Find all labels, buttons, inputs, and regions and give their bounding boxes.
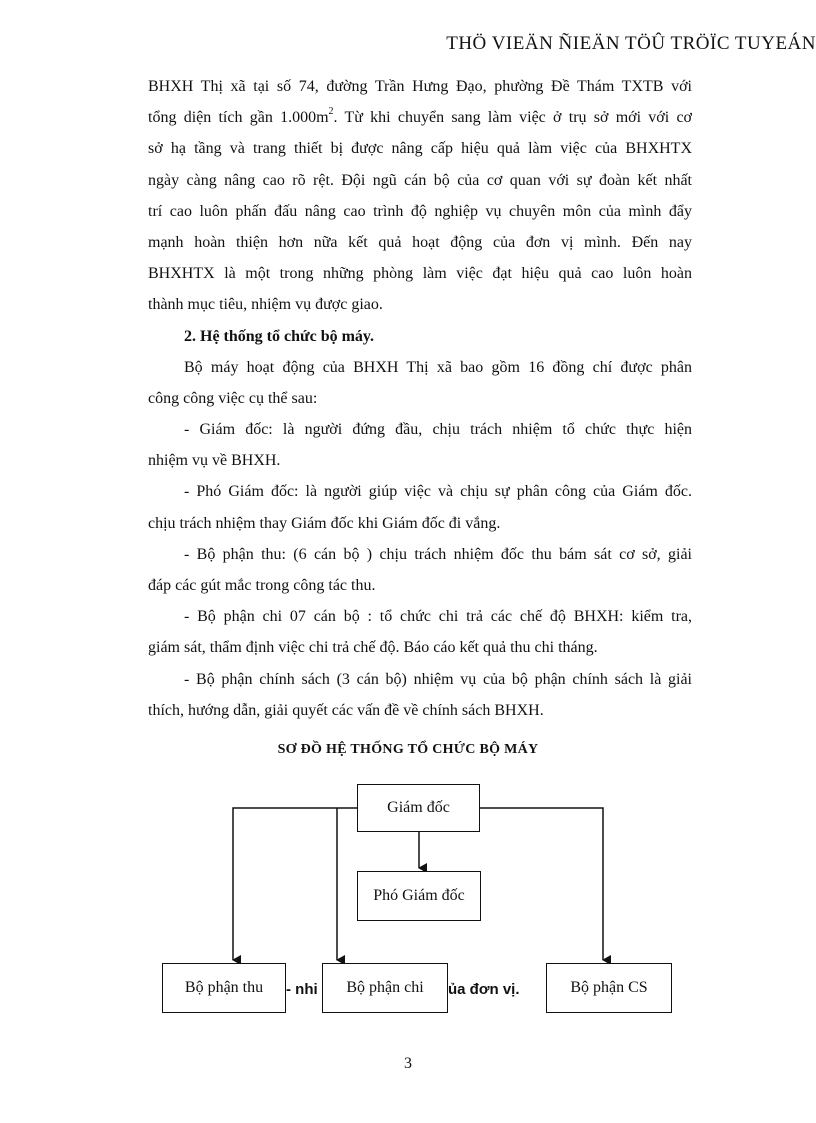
- text-line: mạnh hoàn thiện hơn nữa kết quả hoạt động của đơn vị mình. Đến nay: [148, 233, 692, 251]
- director-box: Giám đốc: [357, 784, 480, 832]
- superscript: 2: [328, 105, 334, 117]
- text-line: nhiệm vụ về BHXH.: [148, 452, 281, 470]
- text-line: - Bộ phận thu: (6 cán bộ ) chịu trách nhiệm đốc thu bám sát cơ sở, giải: [184, 545, 692, 563]
- text-line: trí cao luôn phấn đấu nâng cao trình độ nghiệp vụ chuyên môn của mình đẩy: [148, 202, 692, 220]
- page-header: THÖ VIEÄN ÑIEÄN TÖÛ TRÖÏC TUYEÁN: [446, 33, 816, 54]
- dept-policy-box: Bộ phận CS: [546, 963, 672, 1013]
- text-line: thích, hướng dẫn, giải quyết các vấn đề về chính sách BHXH.: [148, 701, 544, 719]
- text-line: - Phó Giám đốc: là người giúp việc và chịu sự phân công của Giám đốc.: [184, 483, 692, 501]
- text-line: - Bộ phận chi 07 cán bộ : tổ chức chi trả các chế độ BHXH: kiểm tra,: [184, 608, 692, 626]
- text-line: công công việc cụ thể sau:: [148, 389, 318, 407]
- connector-revenue: [233, 808, 358, 960]
- text-line: sở hạ tầng và trang thiết bị được nâng cấp hiệu quả làm việc của BHXHTX: [148, 140, 692, 158]
- text-line: BHXH Thị xã tại số 74, đường Trần Hưng Đạo, phường Đề Thám TXTB với: [148, 78, 692, 95]
- connector-policy: [480, 808, 603, 960]
- text-line: - Bộ phận chính sách (3 cán bộ) nhiệm vụ của bộ phận chính sách là giải: [184, 670, 692, 688]
- text-line: ngày càng nâng cao rõ rệt. Đội ngũ cán bộ của cơ quan với sự đoàn kết nhất: [148, 171, 692, 189]
- overlap-text-right: ủa đơn vị.: [448, 981, 520, 998]
- text-line: BHXHTX là một trong những phòng làm việc đạt hiệu quả cao luôn hoàn: [148, 265, 692, 283]
- page-number: 3: [404, 1055, 412, 1072]
- dept-expense-box: Bộ phận chi: [322, 963, 448, 1013]
- text-fragment: . Từ khi chuyển sang làm việc ở trụ sở mới với cơ: [333, 109, 693, 127]
- text-line: thành mục tiêu, nhiệm vụ được giao.: [148, 296, 383, 314]
- dept-revenue-box: Bộ phận thu: [162, 963, 286, 1013]
- diagram-title: SƠ ĐỒ HỆ THỐNG TỔ CHỨC BỘ MÁY: [277, 742, 539, 757]
- text-line: Bộ máy hoạt động của BHXH Thị xã bao gồm 16 đồng chí được phân: [184, 358, 692, 376]
- text-fragment: tổng diện tích gần 1.000m: [148, 109, 329, 127]
- overlap-text-left: - nhi: [286, 981, 318, 998]
- deputy-box: Phó Giám đốc: [357, 871, 481, 921]
- text-line: đáp các gút mắc trong công tác thu.: [148, 577, 376, 594]
- text-line: - Giám đốc: là người đứng đầu, chịu trách nhiệm tổ chức thực hiện: [184, 421, 692, 439]
- section-heading: 2. Hệ thống tổ chức bộ máy.: [184, 327, 375, 345]
- text-line: giám sát, thẩm định việc chi trả chế độ. Báo cáo kết quả thu chi tháng.: [148, 639, 598, 657]
- text-line: chịu trách nhiệm thay Giám đốc khi Giám đốc đi vắng.: [148, 514, 501, 532]
